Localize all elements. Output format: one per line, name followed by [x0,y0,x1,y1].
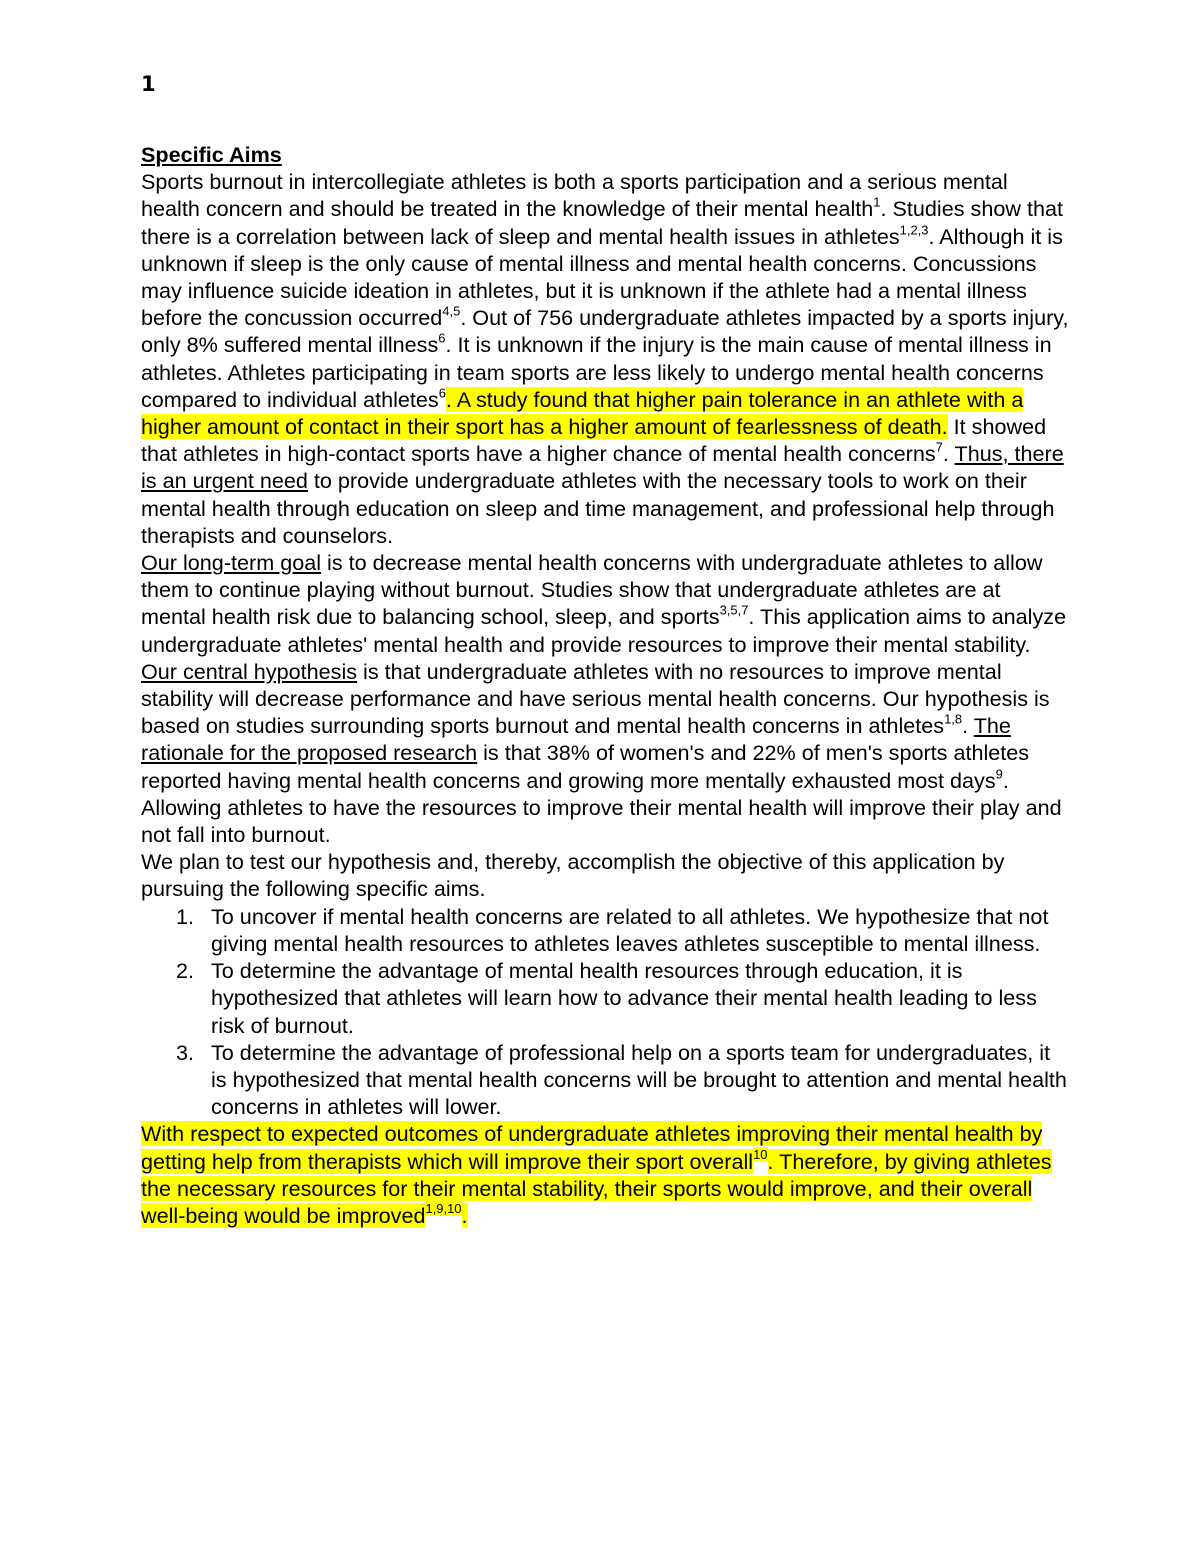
text-run: It showed that athletes in high-contact sports have a higher chance of mental health concerns [141,414,1047,467]
underlined-phrase: Our central hypothesis [141,658,358,684]
text-run: is to decrease mental health concerns with undergraduate athletes to allow them to continue playing without burnout. Studies show that undergraduate athletes are at mental health risk due to balancing school, sleep, and sports [141,550,1043,630]
text-run: . [942,441,955,467]
citation: 7 [935,439,943,455]
list-item-text: To determine the advantage of mental health resources through education, it is hypothesized that athletes will learn how to advance their mental health leading to less risk of burnout. [211,958,1037,1038]
underlined-phrase: Thus, there is an urgent need [141,441,1064,494]
underlined-phrase: The rationale for the proposed research [141,713,1011,766]
text-run: . [962,713,974,739]
page-number: 1 [141,72,156,96]
highlighted-text: . [461,1202,468,1228]
list-item [141,957,1071,1039]
citation: 6 [438,330,446,346]
citation: 10 [753,1146,768,1162]
document-body [141,141,1071,1229]
highlighted-text: . Therefore, by giving athletes the necessary resources for their mental stability, their sports would improve, and their overall well-being would be improved [141,1148,1052,1228]
list-number: 2. [176,958,195,984]
text-run: to provide undergraduate athletes with the necessary tools to work on their mental health through education on sleep and time management, and professional help through therapists and counselors. [141,468,1055,548]
citation: 4,5 [442,303,461,319]
text-run: . This application aims to analyze undergraduate athletes' mental health and provide resources to improve their mental stability. [141,604,1067,657]
citation: 9 [995,765,1003,781]
section-heading: Specific Aims [141,142,282,167]
list-item-text: To determine the advantage of professional help on a sports team for undergraduates, it is hypothesized that mental health concerns will be brought to attention and mental health concerns in athletes will lower. [211,1039,1067,1120]
text-run: . Allowing athletes to have the resources to improve their mental health will improve their play and not fall into burnout. [141,767,1062,848]
text-run: Sports burnout in intercollegiate athletes is both a sports participation and a serious mental health concern and should be treated in the knowledge of their mental health [141,169,1008,222]
highlighted-text: With respect to expected outcomes of undergraduate athletes improving their mental health by getting help from therapists which will improve their sport overall [141,1121,1043,1174]
list-number: 3. [176,1039,195,1065]
text-run: is that undergraduate athletes with no resources to improve mental stability will decrease performance and have serious mental health concerns. Our hypothesis is based on studies surrounding sports burnout and mental health concerns in athletes [141,658,1050,739]
citation: 6 [438,385,446,401]
paragraph-outcomes [141,1120,1071,1229]
list-item-text: To uncover if mental health concerns are related to all athletes. We hypothesize that not giving mental health resources to athletes leaves athletes susceptible to mental illness. [211,903,1049,956]
text-run: . Out of 756 undergraduate athletes impacted by a sports injury, only 8% suffered mental illness [141,305,1069,358]
list-item [141,903,1071,957]
aims-list [141,903,1071,1121]
citation: 1,2,3 [899,221,929,237]
citation: 1,8 [944,711,963,727]
text-run: . Although it is unknown if sleep is the only cause of mental illness and mental health concerns. Concussions may influence suicide ideation in athletes, but it is unknown if the athlete had a mental illness before the concussion occurred [141,223,1063,331]
list-item [141,1039,1071,1121]
paragraph-goal [141,549,1071,848]
list-number: 1. [176,903,195,929]
underlined-phrase: Our long-term goal [141,550,322,576]
text-run: is that 38% of women's and 22% of men's sports athletes reported having mental health concerns and growing more mentally exhausted most days [141,740,1030,793]
text-run: . Studies show that there is a correlation between lack of sleep and mental health issues in athletes [141,196,1063,249]
text-run: . It is unknown if the injury is the main cause of mental illness in athletes. Athletes participating in team sports are less likely to undergo mental health concerns compared to individual athletes [141,332,1052,412]
citation: 3,5,7 [719,602,749,618]
paragraph-plan: We plan to test our hypothesis and, thereby, accomplish the objective of this application by pursuing the following specific aims. [141,849,1005,902]
citation: 1,9,10 [425,1201,462,1217]
citation: 1 [873,194,881,210]
highlighted-text: . A study found that higher pain tolerance in an athlete with a higher amount of contact in their sport has a higher amount of fearlessness of death. [141,386,1024,440]
paragraph-background [141,168,1071,549]
